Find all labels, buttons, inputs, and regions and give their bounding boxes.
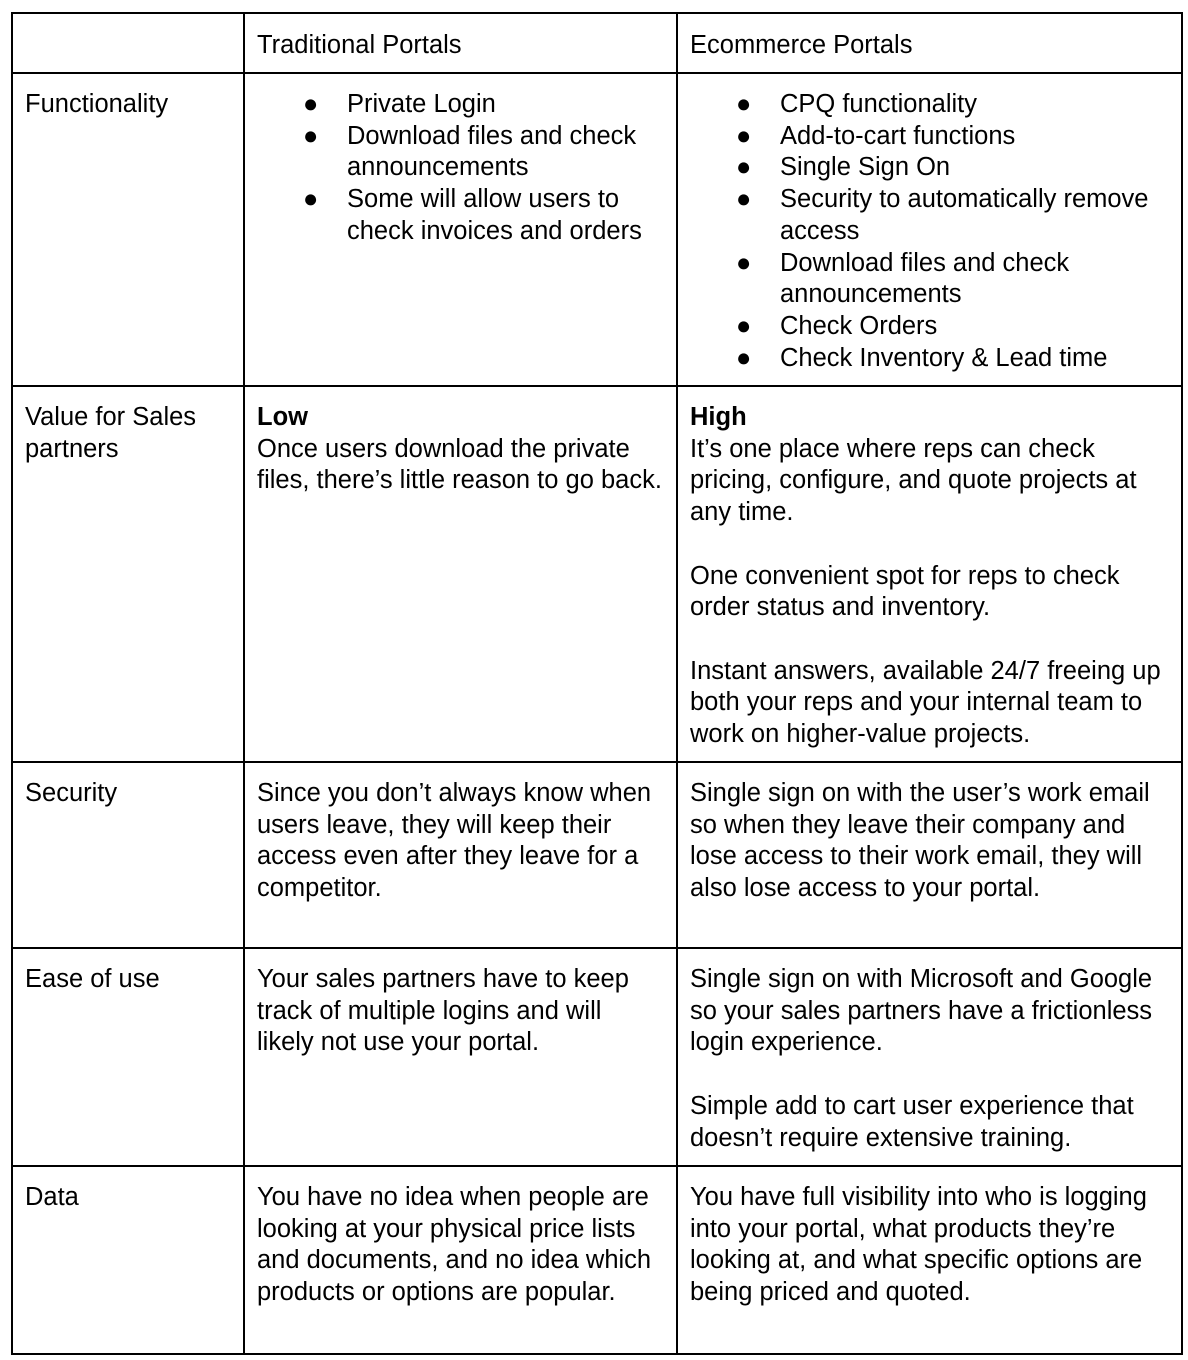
list-item: ● CPQ functionality [690, 89, 1170, 121]
cell-functionality-ecommerce [677, 73, 1182, 386]
corner-cell [12, 13, 244, 73]
row-ease-of-use [12, 948, 1182, 1166]
bullet-icon: ● [736, 121, 752, 150]
cell-functionality-traditional [244, 73, 677, 386]
row-label-functionality: Functionality [12, 73, 244, 386]
row-data [12, 1166, 1182, 1354]
bullet-icon: ● [736, 153, 752, 182]
list-item: ● Add-to-cart functions [690, 121, 1170, 153]
cell-value-ecommerce [677, 386, 1182, 762]
bullet-icon: ● [303, 90, 319, 118]
ease-ecommerce-paragraph: Single sign on with Microsoft and Google so your sales partners have a frictionless login experience. [690, 965, 1153, 1057]
list-item: ● Download files and check announcements [303, 121, 637, 182]
cell-data-traditional: You have no idea when people are looking at your physical price lists and documents, and no idea which products or options are popular. [244, 1166, 677, 1354]
cell-value-traditional [244, 386, 677, 762]
bullet-icon: ● [736, 311, 752, 340]
list-item: ● Check Inventory & Lead time [690, 343, 1170, 375]
rating-high: High [690, 403, 747, 431]
list-item: ● Some will allow users to check invoices and orders [303, 185, 642, 245]
row-label-ease-of-use: Ease of use [12, 948, 244, 1166]
row-label-security: Security [12, 762, 244, 948]
value-ecommerce-paragraph: It’s one place where reps can check pricing, configure, and quote projects at any time. [690, 434, 1137, 527]
list-item: ● Check Orders [690, 311, 1170, 343]
cell-security-traditional: Since you don’t always know when users leave, they will keep their access even after they leave for a competitor. [244, 762, 677, 948]
header-ecommerce-portals: Ecommerce Portals [677, 13, 1182, 73]
row-label-data: Data [12, 1166, 244, 1354]
cell-data-ecommerce: You have full visibility into who is logging into your portal, what products they’re looking at, and what specific options are being priced and quoted. [677, 1166, 1182, 1354]
header-row [12, 13, 1182, 73]
list-item: ● Security to automatically remove access [736, 185, 1149, 245]
bullet-icon: ● [736, 248, 752, 277]
header-traditional-portals: Traditional Portals [244, 13, 677, 73]
bullet-icon: ● [303, 121, 319, 150]
list-item: ● Private Login [257, 89, 665, 121]
row-value-for-sales-partners [12, 386, 1182, 762]
rating-low: Low [257, 403, 308, 431]
cell-ease-ecommerce [677, 948, 1182, 1166]
bullet-list [257, 89, 665, 248]
bullet-icon: ● [736, 343, 752, 372]
row-functionality [12, 73, 1182, 386]
comparison-table [11, 12, 1183, 1355]
value-ecommerce-paragraph: One convenient spot for reps to check order status and inventory. [690, 561, 1120, 622]
bullet-icon: ● [736, 185, 752, 214]
bullet-icon: ● [303, 185, 319, 214]
list-item: ● Single Sign On [690, 152, 1170, 184]
value-traditional-text: Once users download the private files, there’s little reason to go back. [257, 434, 662, 495]
bullet-list [690, 89, 1170, 374]
cell-security-ecommerce: Single sign on with the user’s work email so when they leave their company and lose access to their work email, they will also lose access to your portal. [677, 762, 1182, 948]
ease-ecommerce-paragraph: Simple add to cart user experience that doesn’t require extensive training. [690, 1091, 1134, 1152]
value-ecommerce-paragraph: Instant answers, available 24/7 freeing up both your reps and your internal team to work on higher-value projects. [690, 656, 1161, 748]
row-security [12, 762, 1182, 948]
cell-ease-traditional: Your sales partners have to keep track of multiple logins and will likely not use your portal. [244, 948, 677, 1166]
list-item: ● Download files and check announcements [736, 248, 1070, 309]
bullet-icon: ● [736, 90, 752, 118]
row-label-value: Value for Sales partners [12, 386, 244, 762]
